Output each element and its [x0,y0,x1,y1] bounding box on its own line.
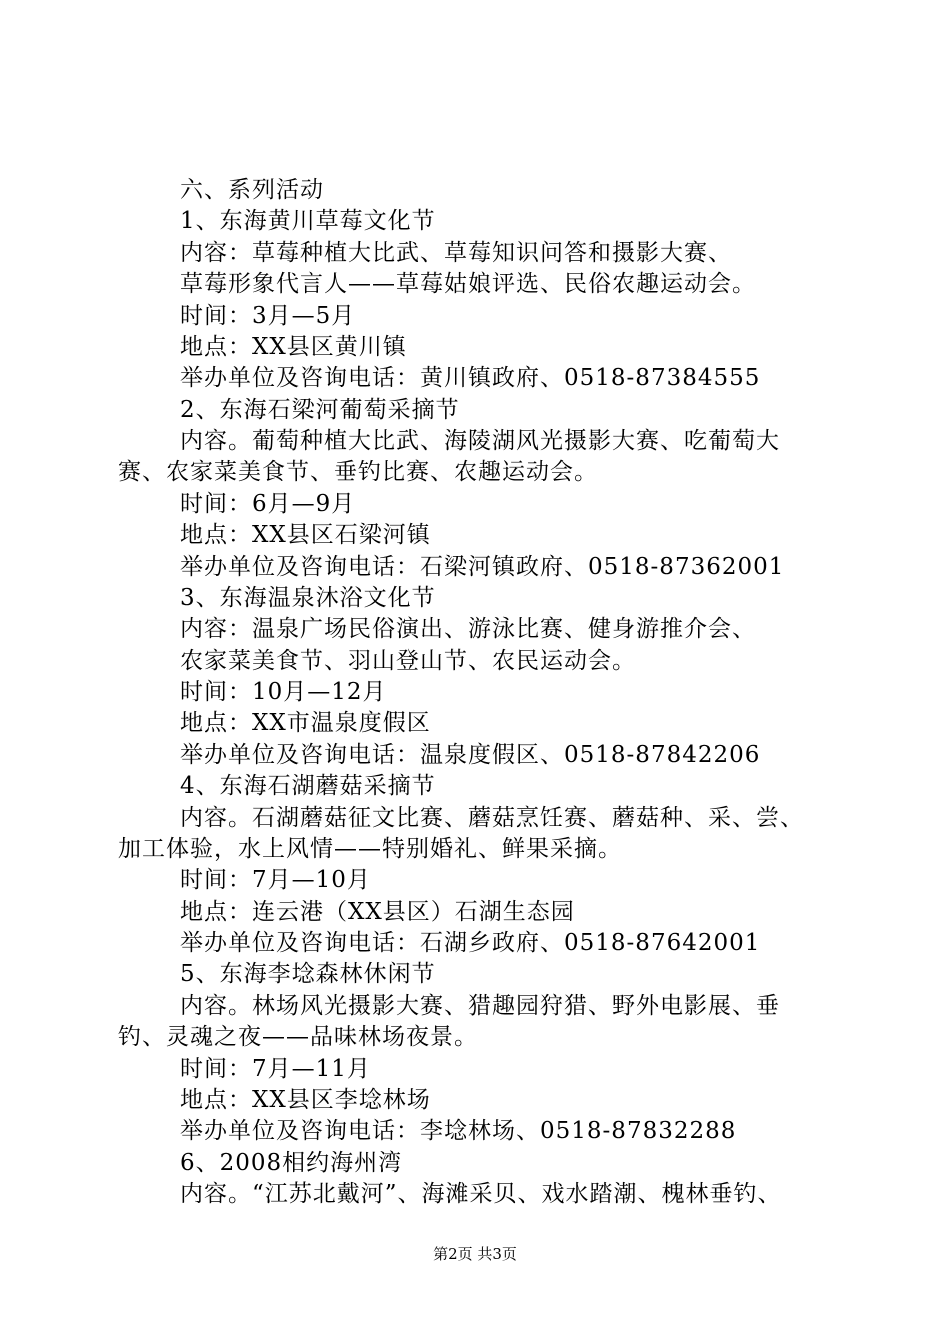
event-place: 地点：XX县区黄川镇 [180,334,407,360]
event-title: 5、东海李埝森林休闲节 [180,961,436,987]
event-title: 2、东海石梁河葡萄采摘节 [180,397,460,423]
event-place: 地点：XX市温泉度假区 [180,710,431,736]
section-heading: 六、系列活动 [180,177,324,203]
event-content-line: 内容。石湖蘑菇征文比赛、蘑菇烹饪赛、蘑菇种、采、尝、 [180,805,804,831]
event-content-line: 钓、灵魂之夜——品味林场夜景。 [118,1024,478,1050]
event-content-line: 内容：温泉广场民俗演出、游泳比赛、健身游推介会、 [180,616,756,642]
event-time: 时间：6月—9月 [180,491,356,517]
event-title: 1、东海黄川草莓文化节 [180,208,436,234]
event-organizer: 举办单位及咨询电话：黄川镇政府、0518-87384555 [180,365,761,391]
event-content-line: 加工体验，水上风情——特别婚礼、鲜果采摘。 [118,836,622,862]
event-time: 时间：10月—12月 [180,679,387,705]
page-number: 第2页 共3页 [433,1245,517,1263]
event-organizer: 举办单位及咨询电话：李埝林场、0518-87832288 [180,1118,737,1144]
event-content-line: 赛、农家菜美食节、垂钓比赛、农趣运动会。 [118,459,598,485]
event-content-line: 内容：草莓种植大比武、草莓知识问答和摄影大赛、 [180,240,732,266]
event-place: 地点：连云港（XX县区）石湖生态园 [180,899,575,925]
event-organizer: 举办单位及咨询电话：温泉度假区、0518-87842206 [180,742,761,768]
event-organizer: 举办单位及咨询电话：石梁河镇政府、0518-87362001 [180,554,785,580]
event-title: 3、东海温泉沐浴文化节 [180,585,436,611]
event-content-line: 内容。葡萄种植大比武、海陵湖风光摄影大赛、吃葡萄大 [180,428,780,454]
event-time: 时间：7月—11月 [180,1056,371,1082]
event-content-line: 农家菜美食节、羽山登山节、农民运动会。 [180,648,636,674]
event-content-line: 内容。“江苏北戴河”、海滩采贝、戏水踏潮、槐林垂钓、 [180,1181,782,1207]
event-place: 地点：XX县区石梁河镇 [180,522,431,548]
event-organizer: 举办单位及咨询电话：石湖乡政府、0518-87642001 [180,930,761,956]
event-content-line: 草莓形象代言人——草莓姑娘评选、民俗农趣运动会。 [180,271,756,297]
event-time: 时间：3月—5月 [180,303,356,329]
event-place: 地点：XX县区李埝林场 [180,1087,431,1113]
event-title: 6、2008相约海州湾 [180,1150,403,1176]
event-time: 时间：7月—10月 [180,867,371,893]
event-content-line: 内容。林场风光摄影大赛、猎趣园狩猎、野外电影展、垂 [180,993,780,1019]
event-title: 4、东海石湖蘑菇采摘节 [180,773,436,799]
